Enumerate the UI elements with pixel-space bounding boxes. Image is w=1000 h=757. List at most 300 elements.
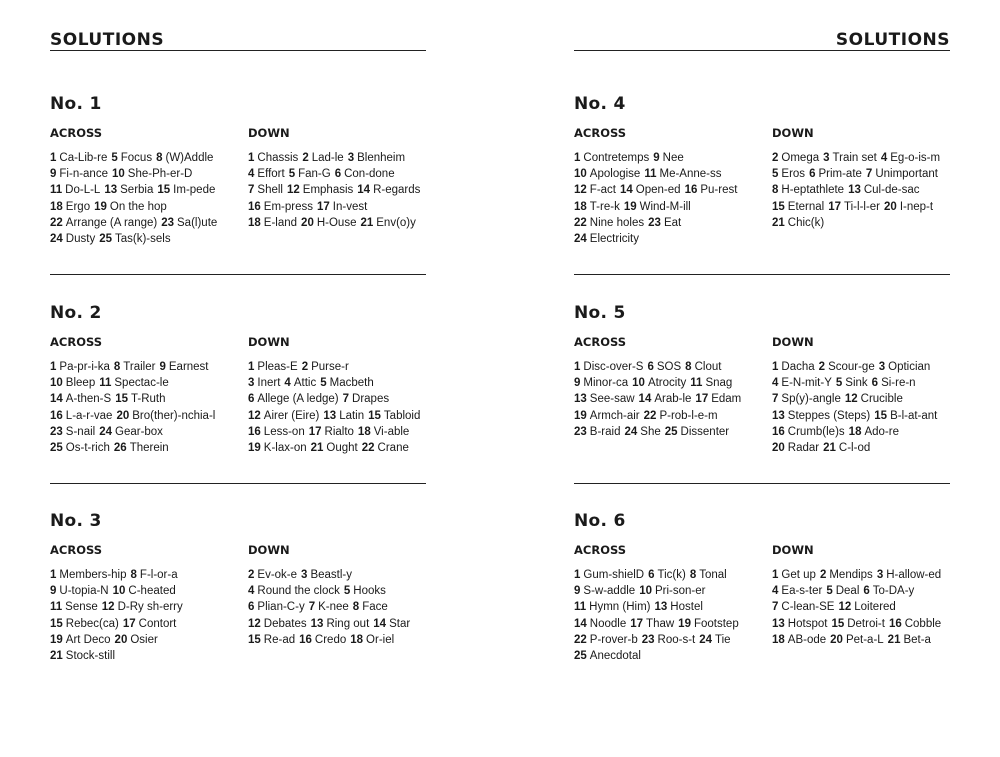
clue-number: 19	[574, 409, 587, 422]
answer-text: To-DA-y	[872, 585, 915, 598]
answer-entry	[50, 426, 95, 438]
answer-entry	[772, 410, 870, 422]
clue-number: 19	[248, 442, 261, 455]
clue-number: 7	[248, 184, 255, 197]
answer-entry	[888, 634, 931, 646]
answer-line	[50, 182, 240, 198]
puzzle-5	[574, 303, 954, 455]
answer-entry	[574, 361, 643, 373]
across-heading: ACROSS	[50, 126, 103, 140]
clue-number: 1	[50, 569, 57, 581]
answer-text: Pri-son-er	[654, 585, 706, 598]
answer-entry	[630, 618, 674, 630]
answer-line	[772, 616, 962, 632]
down-column	[248, 543, 438, 648]
across-column	[50, 335, 240, 456]
answer-entry	[809, 168, 862, 180]
clue-number: 13	[772, 409, 785, 422]
clue-number: 22	[361, 442, 375, 455]
answer-text: Detroi-t	[847, 617, 885, 630]
answer-entry	[772, 601, 834, 613]
clue-number: 20	[301, 216, 314, 229]
answer-text: Ca-Lib-re	[59, 152, 108, 164]
clue-number: 5	[320, 377, 327, 390]
clue-number: 18	[350, 633, 364, 646]
answer-entry	[690, 377, 732, 389]
puzzle-title: No. 4	[574, 94, 626, 114]
page-header: SOLUTIONS	[835, 30, 950, 50]
answer-text: Do-L-L	[65, 184, 101, 197]
puzzle-title: No. 2	[50, 303, 102, 323]
answer-line	[574, 391, 764, 407]
answer-text: Me-Anne-ss	[659, 168, 722, 181]
answer-entry	[574, 634, 638, 646]
clue-number: 12	[844, 393, 858, 406]
answer-entry	[624, 201, 691, 213]
clue-number: 17	[828, 200, 842, 213]
down-answers	[248, 150, 438, 231]
answer-text: Rebec(ca)	[65, 617, 119, 630]
answer-entry	[50, 601, 98, 613]
answer-entry	[772, 569, 816, 581]
answer-text: Hooks	[353, 585, 386, 598]
answer-entry	[289, 168, 331, 180]
puzzle-3	[50, 511, 430, 663]
answer-entry	[881, 152, 940, 164]
clue-number: 9	[50, 168, 57, 181]
down-answers	[772, 567, 962, 648]
answer-text: Nee	[662, 152, 684, 164]
clue-number: 10	[632, 377, 645, 390]
answer-text: Nine holes	[589, 216, 645, 229]
answer-entry	[157, 184, 215, 196]
answer-text: Noodle	[589, 617, 627, 630]
answer-entry	[830, 634, 884, 646]
clue-number: 11	[574, 601, 587, 614]
answer-text: H-allow-ed	[886, 569, 942, 581]
answer-entry	[819, 361, 875, 373]
answer-text: B-raid	[589, 425, 621, 438]
answer-entry	[50, 442, 110, 454]
clue-number: 14	[373, 617, 387, 630]
answer-entry	[574, 426, 620, 438]
across-answers	[574, 359, 764, 440]
answer-entry	[248, 634, 295, 646]
answer-line	[248, 408, 438, 424]
answer-text: Ea-s-ter	[781, 585, 823, 598]
answer-text: Omega	[781, 152, 820, 164]
answer-text: Trailer	[123, 361, 156, 373]
clue-number: 7	[772, 601, 779, 614]
clue-number: 21	[823, 442, 836, 455]
answer-entry	[350, 634, 394, 646]
answer-text: In-vest	[332, 200, 368, 213]
answer-entry	[248, 168, 285, 180]
answer-entry	[655, 601, 703, 613]
clue-number: 17	[317, 200, 330, 213]
answer-text: B-l-at-ant	[890, 409, 938, 422]
answer-entry	[248, 152, 298, 164]
clue-number: 13	[654, 601, 668, 614]
answer-text: P-rover-b	[589, 633, 638, 646]
answer-text: Bro(ther)-nchia-l	[132, 409, 216, 422]
answer-entry	[50, 152, 107, 164]
clue-number: 16	[888, 617, 902, 630]
answer-text: L-a-r-vae	[65, 409, 113, 422]
answer-line	[248, 182, 438, 198]
answer-entry	[639, 585, 705, 597]
answer-line	[772, 150, 962, 166]
puzzle-1	[50, 94, 430, 246]
clue-number: 18	[357, 425, 371, 438]
clue-number: 16	[248, 425, 261, 438]
answer-entry	[94, 201, 167, 213]
clue-number: 12	[248, 617, 261, 630]
answer-entry	[884, 201, 933, 213]
answer-entry	[690, 569, 727, 581]
answer-text: Footstep	[693, 617, 739, 630]
clue-number: 11	[644, 168, 657, 181]
clue-number: 25	[574, 650, 587, 663]
clue-number: 15	[157, 184, 171, 197]
answer-text: T-re-k	[589, 200, 620, 213]
clue-number: 18	[574, 200, 587, 213]
answer-entry	[248, 184, 283, 196]
answer-text: Sp(y)-angle	[781, 393, 841, 406]
answer-line	[772, 359, 962, 375]
answer-line	[50, 391, 240, 407]
clue-number: 2	[301, 361, 309, 373]
answer-entry	[831, 618, 885, 630]
answer-line	[50, 231, 240, 247]
answer-entry	[863, 585, 914, 597]
answer-text: Crane	[377, 442, 409, 455]
clue-number: 13	[848, 184, 861, 197]
down-heading: DOWN	[248, 335, 290, 349]
answer-entry	[50, 201, 90, 213]
puzzle-title: No. 1	[50, 94, 102, 114]
answer-text: Tic(k)	[657, 569, 686, 581]
answer-text: Snag	[705, 377, 733, 390]
answer-entry	[102, 601, 183, 613]
answer-text: Anecdotal	[589, 650, 641, 663]
answer-entry	[309, 426, 354, 438]
answer-entry	[772, 152, 819, 164]
across-column	[574, 543, 764, 664]
clue-number: 2	[248, 569, 255, 581]
answer-text: Train set	[832, 152, 877, 164]
clue-number: 20	[772, 442, 785, 455]
answer-text: Art Deco	[65, 633, 111, 646]
answer-entry	[50, 233, 95, 245]
answer-text: K-nee	[318, 601, 349, 614]
answer-text: Clout	[694, 361, 722, 373]
answer-line	[50, 648, 240, 664]
answer-line	[574, 359, 764, 375]
answer-entry	[311, 618, 370, 630]
answer-entry	[849, 426, 899, 438]
answer-entry	[343, 393, 389, 405]
answer-text: Focus	[120, 152, 153, 164]
clue-number: 11	[690, 377, 703, 390]
answer-text: Rialto	[324, 425, 354, 438]
answer-text: Members-hip	[59, 569, 127, 581]
clue-number: 22	[643, 409, 657, 422]
answer-text: Fi-n-ance	[59, 168, 108, 181]
clue-number: 14	[357, 184, 371, 197]
down-answers	[772, 359, 962, 456]
answer-entry	[358, 426, 409, 438]
clue-number: 5	[343, 585, 351, 598]
clue-number: 10	[112, 585, 126, 598]
answer-entry	[248, 410, 319, 422]
answer-line	[574, 648, 764, 664]
answer-text: Edam	[711, 393, 742, 406]
clue-number: 3	[347, 152, 355, 164]
answer-entry	[699, 634, 730, 646]
answer-text: Tie	[715, 633, 731, 646]
answer-text: Stock-still	[65, 650, 115, 663]
clue-number: 4	[248, 585, 255, 598]
clue-number: 4	[248, 168, 255, 181]
answer-text: F-l-or-a	[139, 569, 178, 581]
clue-number: 9	[574, 377, 581, 390]
answer-text: Steppes (Steps)	[787, 409, 871, 422]
answer-entry	[838, 601, 895, 613]
answer-entry	[772, 361, 815, 373]
clue-number: 3	[248, 377, 255, 390]
clue-number: 24	[699, 633, 713, 646]
answer-entry	[648, 569, 686, 581]
answer-entry	[112, 168, 192, 180]
clue-number: 1	[248, 152, 255, 164]
clue-number: 1	[50, 361, 57, 373]
down-answers	[772, 150, 962, 231]
clue-number: 7	[772, 393, 779, 406]
answer-entry	[823, 442, 870, 454]
answer-text: Hostel	[670, 601, 703, 614]
answer-entry	[309, 601, 349, 613]
answer-text: Apologise	[589, 168, 641, 181]
clue-number: 22	[50, 216, 63, 229]
answer-text: Ti-l-l-er	[844, 200, 881, 213]
clue-number: 12	[574, 184, 587, 197]
clue-number: 20	[884, 200, 897, 213]
answer-text: Round the clock	[257, 585, 340, 598]
answer-text: Tas(k)-sels	[115, 233, 171, 246]
answer-line	[248, 567, 438, 583]
answer-text: Bet-a	[903, 633, 931, 646]
answer-entry	[639, 393, 692, 405]
answer-text: Dusty	[65, 233, 96, 246]
answer-text: Cul-de-sac	[863, 184, 920, 197]
answer-text: Attic	[293, 377, 317, 390]
answer-text: Serbia	[120, 184, 154, 197]
answer-entry	[299, 634, 346, 646]
answer-text: Atrocity	[647, 377, 687, 390]
answer-entry	[302, 361, 349, 373]
clue-number: 6	[248, 601, 255, 614]
answer-entry	[302, 152, 343, 164]
answer-text: Get up	[781, 569, 816, 581]
answer-text: SOS	[656, 361, 682, 373]
clue-number: 15	[368, 409, 381, 422]
answer-entry	[114, 361, 156, 373]
answer-text: Spectac-le	[114, 377, 169, 390]
answer-text: Inert	[257, 377, 281, 390]
answer-text: Open-ed	[635, 184, 681, 197]
answer-entry	[574, 410, 640, 422]
answer-entry	[301, 217, 356, 229]
answer-entry	[159, 361, 208, 373]
answer-entry	[574, 377, 628, 389]
answer-entry	[620, 184, 681, 196]
answer-text: Ought	[326, 442, 358, 455]
down-heading: DOWN	[248, 543, 290, 557]
down-column	[248, 126, 438, 231]
answer-entry	[353, 601, 388, 613]
across-answers	[50, 359, 240, 456]
answer-entry	[99, 377, 169, 389]
answer-text: Contort	[138, 617, 177, 630]
right-page	[500, 0, 1000, 757]
clue-number: 4	[772, 585, 779, 598]
answer-text: Eg-o-is-m	[890, 152, 941, 164]
clue-number: 21	[772, 216, 785, 229]
clue-number: 14	[620, 184, 633, 197]
clue-number: 7	[308, 601, 316, 614]
answer-entry	[574, 393, 635, 405]
answer-entry	[828, 201, 880, 213]
answer-text: R-egards	[373, 184, 421, 197]
answer-entry	[574, 650, 641, 662]
answer-text: Ergo	[65, 200, 91, 213]
answer-entry	[248, 377, 280, 389]
clue-number: 9	[653, 152, 660, 164]
answer-entry	[50, 569, 127, 581]
answer-entry	[574, 168, 640, 180]
answer-text: Eat	[663, 216, 682, 229]
answer-entry	[123, 618, 177, 630]
answer-entry	[848, 184, 919, 196]
clue-number: 3	[878, 361, 886, 373]
answer-text: Crumb(le)s	[787, 425, 845, 438]
answer-text: On the hop	[109, 200, 167, 213]
clue-number: 19	[50, 633, 63, 646]
answer-entry	[685, 361, 721, 373]
answer-entry	[360, 217, 415, 229]
answer-entry	[357, 184, 420, 196]
answer-line	[50, 616, 240, 632]
answer-line	[50, 567, 240, 583]
answer-entry	[879, 361, 931, 373]
clue-number: 13	[323, 409, 337, 422]
clue-number: 16	[772, 425, 785, 438]
answer-entry	[50, 618, 119, 630]
answer-entry	[845, 393, 903, 405]
clue-number: 9	[159, 361, 166, 373]
answer-entry	[574, 601, 651, 613]
clue-number: 1	[574, 152, 581, 164]
clue-number: 11	[50, 601, 63, 614]
clue-number: 8	[130, 569, 137, 581]
answer-entry	[772, 618, 827, 630]
across-answers	[574, 567, 764, 664]
answer-line	[574, 408, 764, 424]
answer-text: Deal	[835, 585, 860, 598]
answer-line	[772, 599, 962, 615]
answer-text: Less-on	[263, 425, 305, 438]
clue-number: 10	[574, 168, 587, 181]
answer-text: Allege (A ledge)	[257, 393, 339, 406]
clue-number: 1	[574, 361, 581, 373]
answer-line	[248, 599, 438, 615]
answer-text: Re-ad	[263, 633, 296, 646]
clue-number: 17	[122, 617, 136, 630]
answer-text: Arab-le	[654, 393, 692, 406]
answer-line	[50, 440, 240, 456]
answer-entry	[836, 377, 868, 389]
answer-text: Fan-G	[298, 168, 331, 181]
answer-text: AB-ode	[787, 633, 827, 646]
answer-entry	[772, 393, 841, 405]
clue-number: 4	[284, 377, 291, 390]
clue-number: 6	[334, 168, 342, 181]
answer-line	[772, 166, 962, 182]
answer-entry	[874, 410, 937, 422]
clue-number: 15	[115, 393, 128, 406]
answer-entry	[574, 217, 644, 229]
clue-number: 9	[574, 585, 581, 598]
answer-text: Emphasis	[302, 184, 354, 197]
puzzle-2	[50, 303, 430, 455]
across-column	[574, 126, 764, 247]
across-heading: ACROSS	[50, 543, 103, 557]
clue-number: 15	[50, 617, 63, 630]
answer-entry	[301, 569, 352, 581]
answer-line	[50, 166, 240, 182]
answer-text: Con-done	[344, 168, 395, 181]
clue-number: 1	[50, 152, 57, 164]
answer-text: Radar	[787, 442, 820, 455]
answer-text: Credo	[314, 633, 347, 646]
divider-rule	[574, 483, 950, 484]
clue-number: 18	[248, 216, 261, 229]
answer-line	[50, 408, 240, 424]
divider-rule	[50, 274, 426, 275]
answer-entry	[632, 377, 686, 389]
answer-text: Blenheim	[357, 152, 406, 164]
answer-entry	[624, 426, 660, 438]
answer-text: Crucible	[860, 393, 903, 406]
answer-text: K-lax-on	[263, 442, 307, 455]
answer-text: Beastl-y	[310, 569, 352, 581]
answer-text: Em-press	[263, 200, 313, 213]
answer-entry	[642, 634, 696, 646]
answer-entry	[50, 634, 111, 646]
answer-text: Im-pede	[173, 184, 216, 197]
answer-text: S-w-addle	[583, 585, 636, 598]
answer-text: Armch-air	[589, 409, 640, 422]
clue-number: 15	[874, 409, 888, 422]
answer-text: Plian-C-y	[257, 601, 305, 614]
clue-number: 15	[772, 200, 785, 213]
clue-number: 6	[248, 393, 255, 406]
clue-number: 10	[50, 377, 63, 390]
answer-entry	[644, 410, 718, 422]
answer-text: Effort	[257, 168, 285, 181]
answer-text: Shell	[257, 184, 283, 197]
